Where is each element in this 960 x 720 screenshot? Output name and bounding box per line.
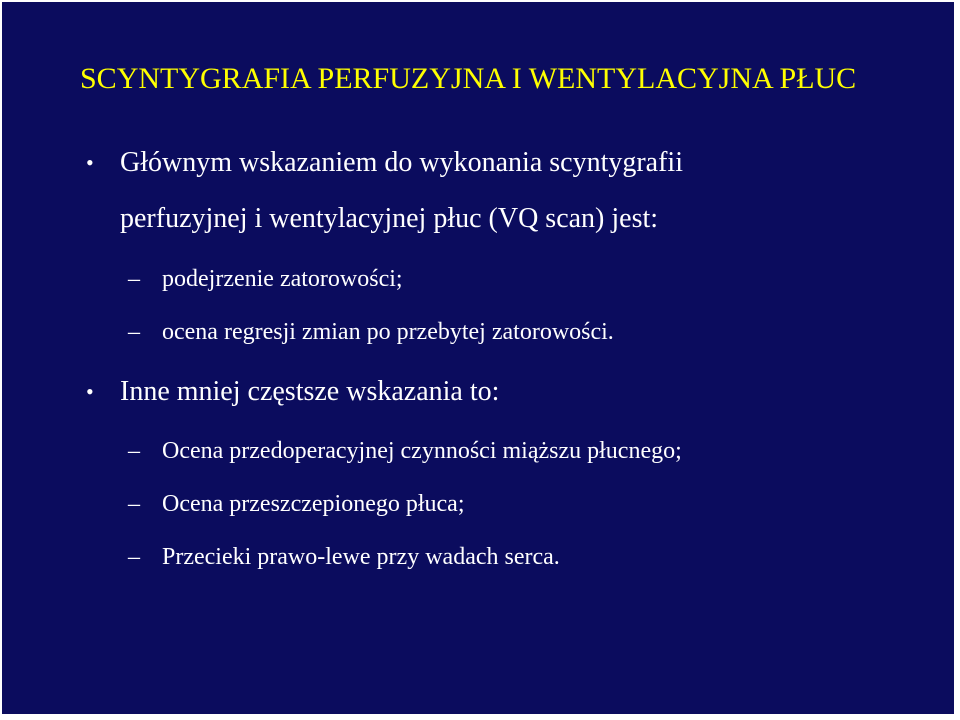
- subitem-2-3: [128, 543, 560, 571]
- bullet-text: Inne mniej częstsze wskazania to:: [120, 376, 500, 407]
- bullet-text: perfuzyjnej i wentylacyjnej płuc (VQ scan) jest:: [120, 203, 659, 234]
- dash-marker: –: [128, 266, 140, 292]
- subitem-text: podejrzenie zatorowości;: [162, 266, 403, 292]
- subitem-1-1: [128, 265, 403, 293]
- slide-title: SCYNTYGRAFIA PERFUZYJNA I WENTYLACYJNA PŁUC: [80, 62, 857, 95]
- dash-marker: –: [128, 319, 140, 345]
- dash-marker: –: [128, 491, 140, 517]
- bullet-text: Głównym wskazaniem do wykonania scyntygrafii: [120, 147, 683, 178]
- bullet-item-1-continued: [120, 203, 658, 235]
- bullet-item-2: [86, 376, 500, 408]
- subitem-text: Ocena przeszczepionego płuca;: [162, 491, 465, 517]
- subitem-text: Przecieki prawo-lewe przy wadach serca.: [162, 544, 560, 570]
- bullet-marker: •: [86, 150, 94, 175]
- subitem-2-2: [128, 490, 465, 518]
- subitem-text: ocena regresji zmian po przebytej zatorowości.: [162, 319, 614, 345]
- bullet-item-1: [86, 147, 683, 179]
- bullet-marker: •: [86, 379, 94, 404]
- subitem-2-1: [128, 437, 682, 465]
- dash-marker: –: [128, 438, 140, 464]
- subitem-text: Ocena przedoperacyjnej czynności miąższu płucnego;: [162, 438, 682, 464]
- dash-marker: –: [128, 544, 140, 570]
- subitem-1-2: [128, 318, 614, 346]
